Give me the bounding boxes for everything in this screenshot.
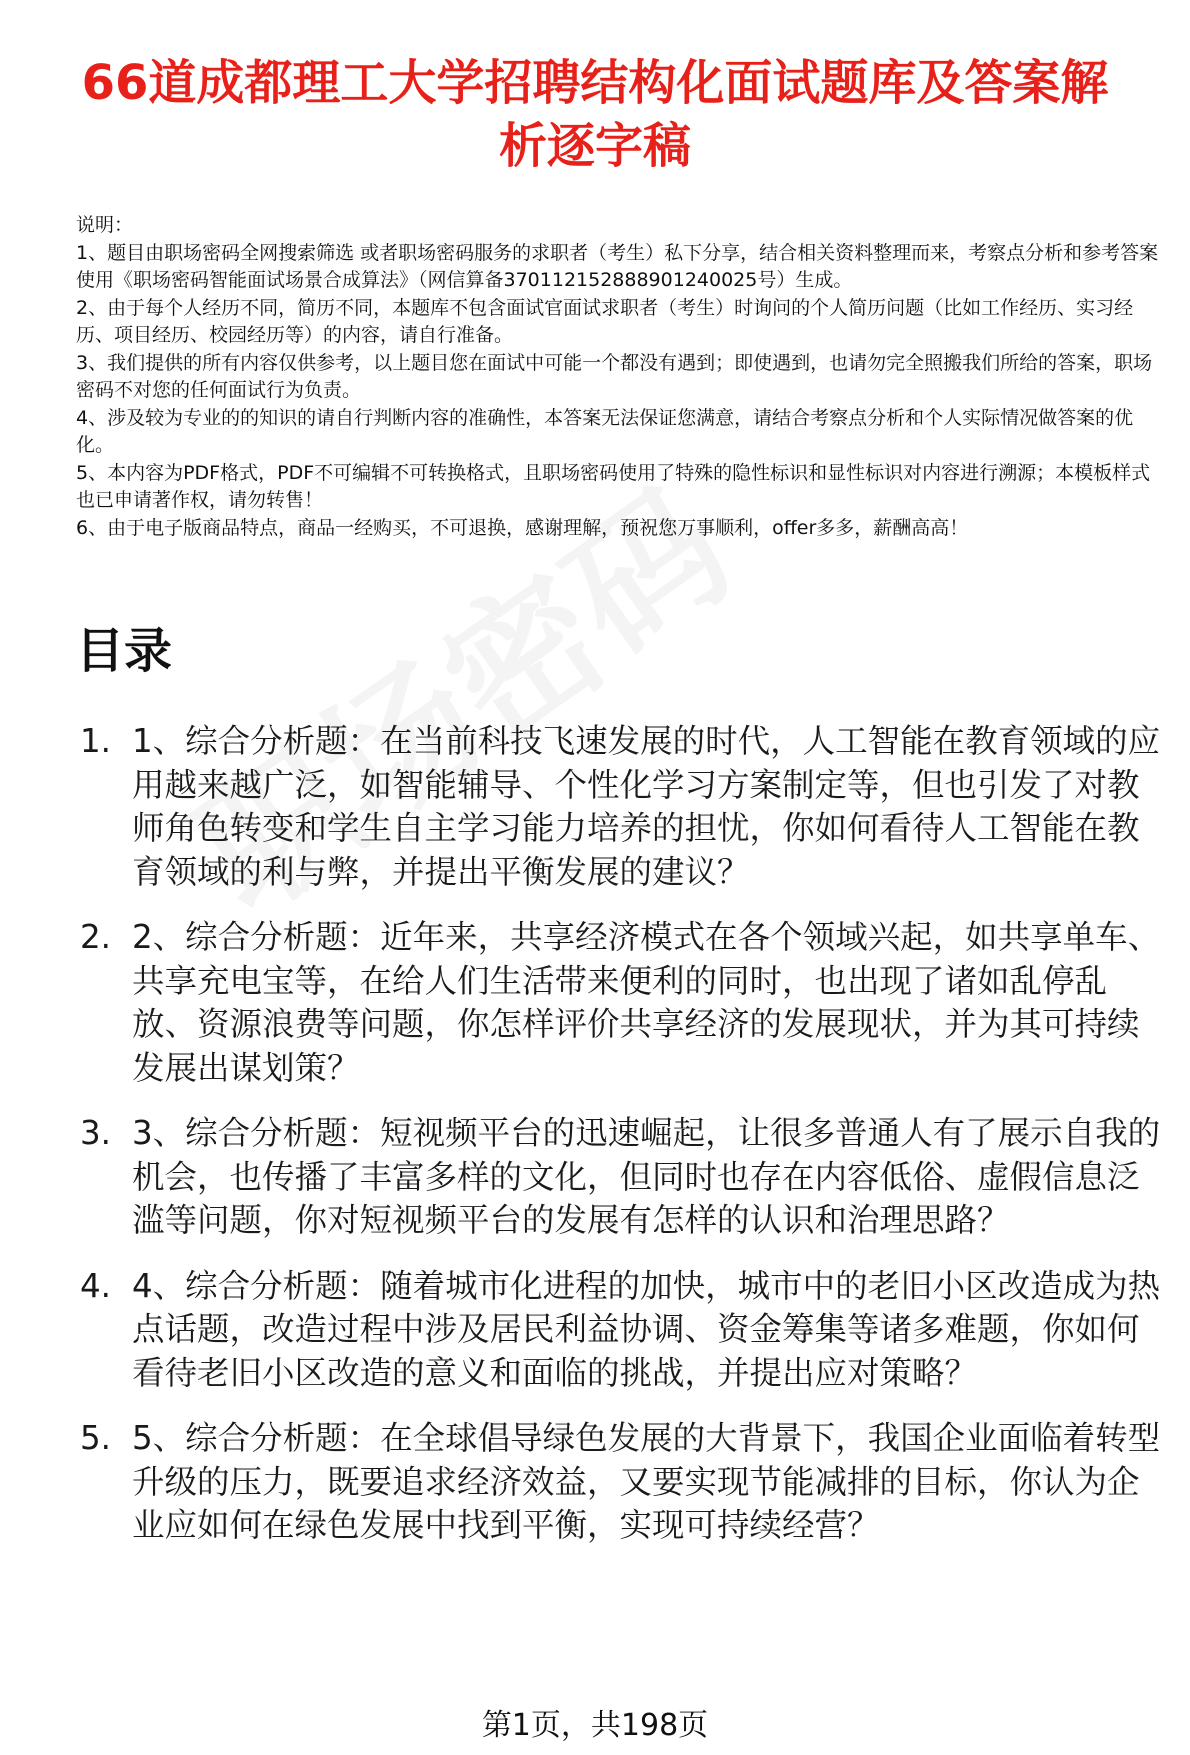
toc-item-text: 1、综合分析题：在当前科技飞速发展的时代，人工智能在教育领域的应用越来越广泛，如智能辅导、个性化学习方案制定等，但也引发了对教师角色转变和学生自主学习能力培养的担忧，你如何看待人工智能在教育领域的利与弊，并提出平衡发展的建议？ [132, 722, 1161, 891]
toc-item[interactable] [80, 1112, 1170, 1243]
toc-item-text: 4、综合分析题：随着城市化进程的加快，城市中的老旧小区改造成为热点话题，改造过程中涉及居民利益协调、资金筹集等诸多难题，你如何看待老旧小区改造的意义和面临的挑战，并提出应对策略？ [132, 1266, 1161, 1392]
toc-item-number: 2. [80, 918, 112, 956]
note-item: 6、由于电子版商品特点，商品一经购买，不可退换，感谢理解，预祝您万事顺利，offer多多，薪酬高高！ [76, 516, 969, 539]
note-item: 2、由于每个人经历不同，简历不同，本题库不包含面试官面试求职者（考生）时询问的个人简历问题（比如工作经历、实习经历、项目经历、校园经历等）的内容，请自行准备。 [76, 296, 1134, 346]
notes-section [76, 212, 1168, 542]
toc-item[interactable] [80, 1265, 1170, 1396]
toc-item-number: 1. [80, 722, 112, 760]
toc-item-number: 5. [80, 1419, 112, 1457]
toc-item-text: 2、综合分析题：近年来，共享经济模式在各个领域兴起，如共享单车、共享充电宝等，在给人们生活带来便利的同时，也出现了诸如乱停乱放、资源浪费等问题，你怎样评价共享经济的发展现状，并为其可持续发展出谋划策？ [132, 918, 1161, 1087]
toc-heading: 目录 [76, 623, 173, 679]
toc-item[interactable] [80, 916, 1170, 1090]
toc-item-number: 4. [80, 1266, 112, 1305]
toc-item[interactable] [80, 720, 1170, 894]
document-title: 66道成都理工大学招聘结构化面试题库及答案解析逐字稿 [81, 55, 1109, 174]
note-item: 5、本内容为PDF格式，PDF不可编辑不可转换格式，且职场密码使用了特殊的隐性标识和显性标识对内容进行溯源；本模板样式也已申请著作权，请勿转售！ [76, 461, 1151, 511]
table-of-contents [80, 720, 1170, 1570]
toc-item-text: 5、综合分析题：在全球倡导绿色发展的大背景下，我国企业面临着转型升级的压力，既要追求经济效益，又要实现节能减排的目标，你认为企业应如何在绿色发展中找到平衡，实现可持续经营？ [132, 1419, 1161, 1544]
page-number-footer: 第1页，共198页 [481, 1708, 709, 1743]
toc-item-number: 3. [80, 1114, 112, 1152]
notes-heading: 说明： [76, 214, 134, 236]
note-item: 4、涉及较为专业的的知识的请自行判断内容的准确性，本答案无法保证您满意，请结合考察点分析和个人实际情况做答案的优化。 [76, 406, 1134, 456]
note-item: 3、我们提供的所有内容仅供参考，以上题目您在面试中可能一个都没有遇到；即使遇到，也请勿完全照搬我们所给的答案，职场密码不对您的任何面试行为负责。 [76, 351, 1153, 401]
toc-item[interactable] [80, 1417, 1170, 1548]
toc-item-text: 3、综合分析题：短视频平台的迅速崛起，让很多普通人有了展示自我的机会，也传播了丰富多样的文化，但同时也存在内容低俗、虚假信息泛滥等问题，你对短视频平台的发展有怎样的认识和治理思路？ [132, 1114, 1161, 1239]
note-item: 1、题目由职场密码全网搜索筛选 或者职场密码服务的求职者（考生）私下分享，结合相关资料整理而来，考察点分析和参考答案使用《职场密码智能面试场景合成算法》（网信算备370112152888901240025号）生成。 [76, 241, 1159, 291]
